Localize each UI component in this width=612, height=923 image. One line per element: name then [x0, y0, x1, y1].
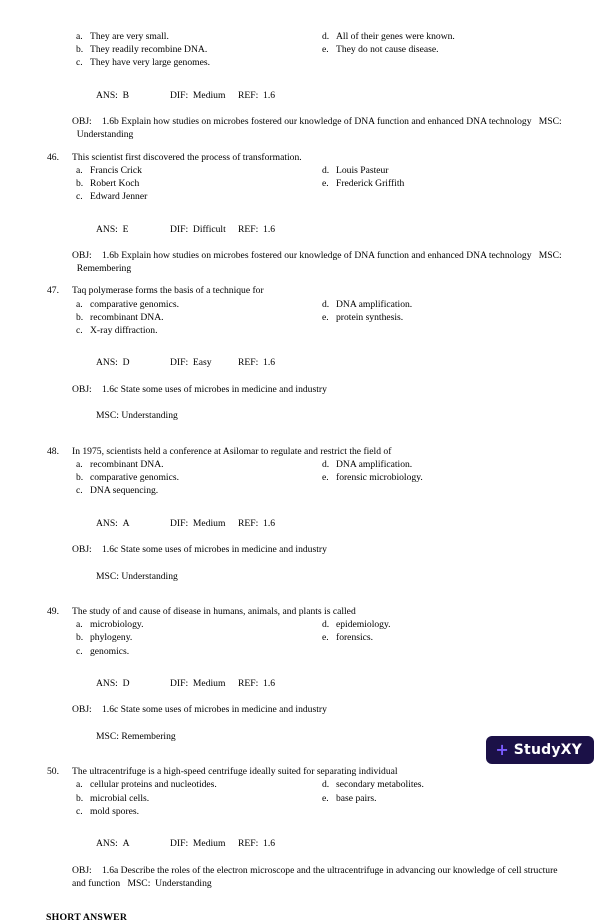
- choice-item[interactable]: [72, 298, 318, 311]
- objective-line: [72, 703, 566, 716]
- obj-label: OBJ:: [72, 544, 92, 556]
- dif-label: DIF:: [169, 838, 189, 850]
- choice-text: forensic microbiology.: [336, 472, 423, 484]
- plus-icon: +: [495, 740, 509, 759]
- question-number: 48.: [47, 445, 59, 457]
- ref-value: 1.6: [263, 357, 276, 369]
- choice-letter: a.: [76, 298, 83, 310]
- ans-label: ANS:: [95, 223, 118, 235]
- choice-letter: b.: [76, 472, 84, 484]
- choice-group: [72, 458, 566, 498]
- choice-text: Francis Crick: [90, 164, 142, 176]
- choice-column-right: [318, 458, 566, 498]
- ref-label: REF:: [237, 838, 259, 850]
- obj-value: 1.6c State some uses of microbes in medicine and industry: [102, 544, 327, 556]
- choice-letter: a.: [76, 164, 83, 176]
- choice-letter: d.: [322, 298, 330, 310]
- choice-text: DNA amplification.: [336, 298, 413, 310]
- choice-letter: b.: [76, 178, 84, 190]
- question-stem-row: [46, 151, 566, 164]
- ans-pair: [96, 837, 170, 850]
- choice-text: forensics.: [336, 632, 374, 644]
- dif-pair: [170, 677, 238, 690]
- choice-letter: d.: [322, 31, 330, 42]
- choice-letter: a.: [76, 31, 83, 42]
- ans-pair: [96, 223, 170, 236]
- choice-column-right: [318, 30, 566, 70]
- ans-pair: [96, 517, 170, 530]
- question-block-47: [46, 284, 566, 435]
- dif-label: DIF:: [169, 357, 189, 369]
- ref-label: REF:: [237, 89, 259, 101]
- choice-letter: e.: [322, 178, 329, 190]
- question-stem-row: [46, 445, 566, 458]
- ref-value: 1.6: [263, 89, 276, 101]
- objective-line: [72, 115, 566, 141]
- question-stem-row: [46, 605, 566, 618]
- question-block-partial: [46, 30, 566, 142]
- choice-text: comparative genomics.: [90, 472, 179, 484]
- choice-item[interactable]: [72, 324, 318, 337]
- choice-item[interactable]: [72, 190, 318, 203]
- studyxy-watermark: [486, 736, 594, 764]
- answer-metadata: [72, 343, 566, 435]
- question-stem: The study of and cause of disease in humans, animals, and plants is called: [72, 605, 356, 617]
- dif-pair: [170, 89, 238, 102]
- choice-letter: c.: [76, 485, 83, 497]
- choice-text: All of their genes were known.: [336, 31, 455, 42]
- choice-item[interactable]: [318, 311, 566, 324]
- answer-metadata: [72, 209, 566, 275]
- answer-line: [72, 76, 566, 116]
- choice-letter: d.: [322, 779, 330, 791]
- dif-label: DIF:: [169, 89, 189, 101]
- msc-value: Understanding: [76, 129, 134, 141]
- ref-pair: [238, 224, 275, 235]
- ref-pair: [238, 90, 275, 101]
- choice-text: recombinant DNA.: [90, 311, 164, 323]
- choice-item[interactable]: [72, 471, 318, 484]
- msc-line: [72, 556, 566, 596]
- choice-text: epidemiology.: [336, 619, 391, 631]
- choice-group: [72, 618, 566, 658]
- choice-group: [72, 164, 566, 204]
- msc-value: Understanding: [121, 410, 178, 422]
- dif-value: Medium: [192, 838, 226, 850]
- choice-item[interactable]: [72, 778, 318, 791]
- msc-label: MSC:: [95, 570, 119, 582]
- choice-letter: c.: [76, 191, 83, 203]
- document-content: [46, 30, 566, 923]
- choice-letter: c.: [76, 645, 83, 657]
- choice-letter: c.: [76, 57, 83, 69]
- watermark-label: StudyXY: [513, 742, 582, 758]
- choice-column-left: [72, 458, 318, 498]
- dif-label: DIF:: [169, 223, 189, 235]
- question-number: 50.: [47, 766, 59, 778]
- choice-letter: a.: [76, 458, 83, 470]
- question-stem-row: [46, 765, 566, 778]
- choice-letter: e.: [322, 632, 329, 644]
- dif-value: Difficult: [192, 223, 226, 235]
- choice-column-right: [318, 618, 566, 658]
- choice-text: DNA sequencing.: [90, 485, 159, 497]
- choice-text: X-ray diffraction.: [90, 325, 158, 337]
- ref-pair: [238, 357, 275, 368]
- ref-label: REF:: [237, 517, 259, 529]
- obj-value: 1.6c State some uses of microbes in medicine and industry: [102, 383, 327, 395]
- choice-item[interactable]: [318, 778, 566, 791]
- choice-text: base pairs.: [336, 792, 377, 804]
- answer-line: [72, 824, 566, 864]
- question-number: 46.: [47, 151, 59, 163]
- answer-metadata: [72, 76, 566, 142]
- choice-letter: e.: [322, 44, 329, 56]
- question-block-48: [46, 445, 566, 596]
- ref-value: 1.6: [263, 517, 276, 529]
- obj-value: 1.6a Describe the roles of the electron microscope and the ultracentrifuge in advancing our knowledge of cell structure and function: [72, 864, 558, 889]
- ans-pair: [96, 677, 170, 690]
- question-number: 49.: [47, 605, 59, 617]
- answer-line: [72, 343, 566, 383]
- ans-value: A: [122, 517, 130, 529]
- ans-label: ANS:: [95, 357, 118, 369]
- section-heading: SHORT ANSWER: [46, 911, 128, 923]
- choice-letter: e.: [322, 792, 329, 804]
- choice-column-left: [72, 778, 318, 818]
- choice-item[interactable]: [318, 471, 566, 484]
- question-stem: The ultracentrifuge is a high-speed centrifuge ideally suited for separating individual: [72, 766, 398, 778]
- choice-item[interactable]: [318, 458, 566, 471]
- msc-value: Understanding: [121, 570, 178, 582]
- obj-label: OBJ:: [72, 704, 92, 716]
- choice-letter: a.: [76, 619, 83, 631]
- question-stem-row: [46, 284, 566, 297]
- choice-item[interactable]: [72, 164, 318, 177]
- choice-item[interactable]: [72, 56, 318, 69]
- obj-value: 1.6b Explain how studies on microbes fostered our knowledge of DNA function and enhanced DNA technology: [102, 250, 532, 262]
- msc-value: Remembering: [121, 730, 176, 742]
- choice-letter: d.: [322, 164, 330, 176]
- msc-value: Remembering: [76, 263, 132, 275]
- dif-value: Easy: [192, 357, 212, 369]
- obj-label: OBJ:: [72, 250, 92, 262]
- question-block-46: [46, 151, 566, 276]
- choice-item[interactable]: [72, 458, 318, 471]
- objective-line: [72, 543, 566, 556]
- ref-value: 1.6: [263, 677, 276, 689]
- dif-value: Medium: [192, 677, 226, 689]
- choice-item[interactable]: [72, 30, 318, 43]
- choice-letter: d.: [322, 458, 330, 470]
- msc-label: MSC:: [538, 250, 562, 262]
- choice-group: [72, 30, 566, 70]
- choice-text: Frederick Griffith: [336, 178, 405, 190]
- choice-item[interactable]: [72, 645, 318, 658]
- choice-text: Louis Pasteur: [336, 164, 389, 176]
- choice-letter: b.: [76, 792, 84, 804]
- obj-label: OBJ:: [72, 116, 92, 128]
- choice-letter: a.: [76, 779, 83, 791]
- choice-text: Edward Jenner: [90, 191, 148, 203]
- choice-text: cellular proteins and nucleotides.: [90, 779, 217, 791]
- ans-value: A: [122, 838, 130, 850]
- obj-value: 1.6b Explain how studies on microbes fostered our knowledge of DNA function and enhanced DNA technology: [102, 116, 532, 128]
- choice-text: protein synthesis.: [336, 311, 404, 323]
- ref-label: REF:: [237, 357, 259, 369]
- choice-letter: b.: [76, 632, 84, 644]
- choice-text: Robert Koch: [90, 178, 140, 190]
- choice-letter: b.: [76, 44, 84, 56]
- choice-item[interactable]: [72, 43, 318, 56]
- choice-item[interactable]: [318, 164, 566, 177]
- ans-label: ANS:: [95, 677, 118, 689]
- msc-label: MSC:: [95, 730, 119, 742]
- choice-text: recombinant DNA.: [90, 458, 164, 470]
- ans-value: D: [122, 357, 130, 369]
- ans-pair: [96, 89, 170, 102]
- choice-text: DNA amplification.: [336, 458, 413, 470]
- choice-item[interactable]: [318, 30, 566, 43]
- choice-item[interactable]: [72, 177, 318, 190]
- dif-value: Medium: [192, 517, 226, 529]
- objective-line: [72, 864, 566, 890]
- choice-item[interactable]: [72, 311, 318, 324]
- ans-label: ANS:: [95, 89, 118, 101]
- choice-item[interactable]: [318, 43, 566, 56]
- choice-text: secondary metabolites.: [336, 779, 424, 791]
- choice-column-left: [72, 298, 318, 338]
- choice-letter: c.: [76, 805, 83, 817]
- choice-letter: e.: [322, 311, 329, 323]
- choice-text: comparative genomics.: [90, 298, 179, 310]
- ans-pair: [96, 356, 170, 369]
- msc-label: MSC:: [95, 410, 119, 422]
- choice-text: They readily recombine DNA.: [90, 44, 208, 56]
- objective-line: [72, 249, 566, 275]
- choice-text: microbial cells.: [90, 792, 150, 804]
- dif-label: DIF:: [169, 517, 189, 529]
- obj-label: OBJ:: [72, 383, 92, 395]
- ref-pair: [238, 838, 275, 849]
- question-block-49: [46, 605, 566, 759]
- ans-value: D: [122, 677, 130, 689]
- ref-pair: [238, 678, 275, 689]
- question-block-50: [46, 765, 566, 890]
- choice-item[interactable]: [318, 298, 566, 311]
- dif-label: DIF:: [169, 677, 189, 689]
- choice-text: genomics.: [90, 645, 130, 657]
- choice-text: They do not cause disease.: [336, 44, 439, 56]
- ans-value: B: [122, 89, 130, 101]
- dif-value: Medium: [192, 89, 226, 101]
- choice-text: microbiology.: [90, 619, 144, 631]
- msc-label: MSC:: [538, 116, 562, 128]
- choice-text: They are very small.: [90, 31, 169, 42]
- dif-pair: [170, 356, 238, 369]
- choice-column-left: [72, 618, 318, 658]
- answer-line: [72, 209, 566, 249]
- choice-letter: e.: [322, 472, 329, 484]
- dif-pair: [170, 223, 238, 236]
- answer-metadata: [72, 824, 566, 890]
- choice-item[interactable]: [72, 484, 318, 497]
- answer-line: [72, 504, 566, 544]
- answer-line: [72, 664, 566, 704]
- choice-item[interactable]: [318, 177, 566, 190]
- choice-letter: b.: [76, 311, 84, 323]
- question-stem: This scientist first discovered the process of transformation.: [72, 151, 302, 163]
- msc-label: MSC:: [127, 877, 151, 889]
- ref-pair: [238, 518, 275, 529]
- choice-column-right: [318, 778, 566, 818]
- obj-value: 1.6c State some uses of microbes in medicine and industry: [102, 704, 327, 716]
- ref-value: 1.6: [263, 838, 276, 850]
- dif-pair: [170, 517, 238, 530]
- msc-line: [72, 396, 566, 436]
- choice-column-right: [318, 298, 566, 338]
- choice-text: mold spores.: [90, 805, 140, 817]
- ref-label: REF:: [237, 223, 259, 235]
- choice-item[interactable]: [72, 805, 318, 818]
- choice-column-left: [72, 164, 318, 204]
- ans-label: ANS:: [95, 838, 118, 850]
- choice-letter: d.: [322, 619, 330, 631]
- choice-item[interactable]: [318, 631, 566, 644]
- ans-value: E: [122, 223, 129, 235]
- question-stem: Taq polymerase forms the basis of a technique for: [72, 285, 264, 297]
- ref-value: 1.6: [263, 223, 276, 235]
- question-stem: In 1975, scientists held a conference at Asilomar to regulate and restrict the field of: [72, 445, 392, 457]
- choice-text: phylogeny.: [90, 632, 133, 644]
- choice-item[interactable]: [72, 618, 318, 631]
- choice-group: [72, 778, 566, 818]
- choice-column-right: [318, 164, 566, 204]
- choice-item[interactable]: [318, 792, 566, 805]
- choice-item[interactable]: [72, 792, 318, 805]
- choice-group: [72, 298, 566, 338]
- ans-label: ANS:: [95, 517, 118, 529]
- choice-item[interactable]: [318, 618, 566, 631]
- dif-pair: [170, 837, 238, 850]
- ref-label: REF:: [237, 677, 259, 689]
- choice-column-left: [72, 30, 318, 70]
- obj-label: OBJ:: [72, 864, 92, 876]
- answer-metadata: [72, 504, 566, 596]
- question-number: 47.: [47, 285, 59, 297]
- choice-letter: c.: [76, 325, 83, 337]
- msc-value: Understanding: [155, 877, 212, 889]
- choice-item[interactable]: [72, 631, 318, 644]
- objective-line: [72, 383, 566, 396]
- choice-text: They have very large genomes.: [90, 57, 210, 69]
